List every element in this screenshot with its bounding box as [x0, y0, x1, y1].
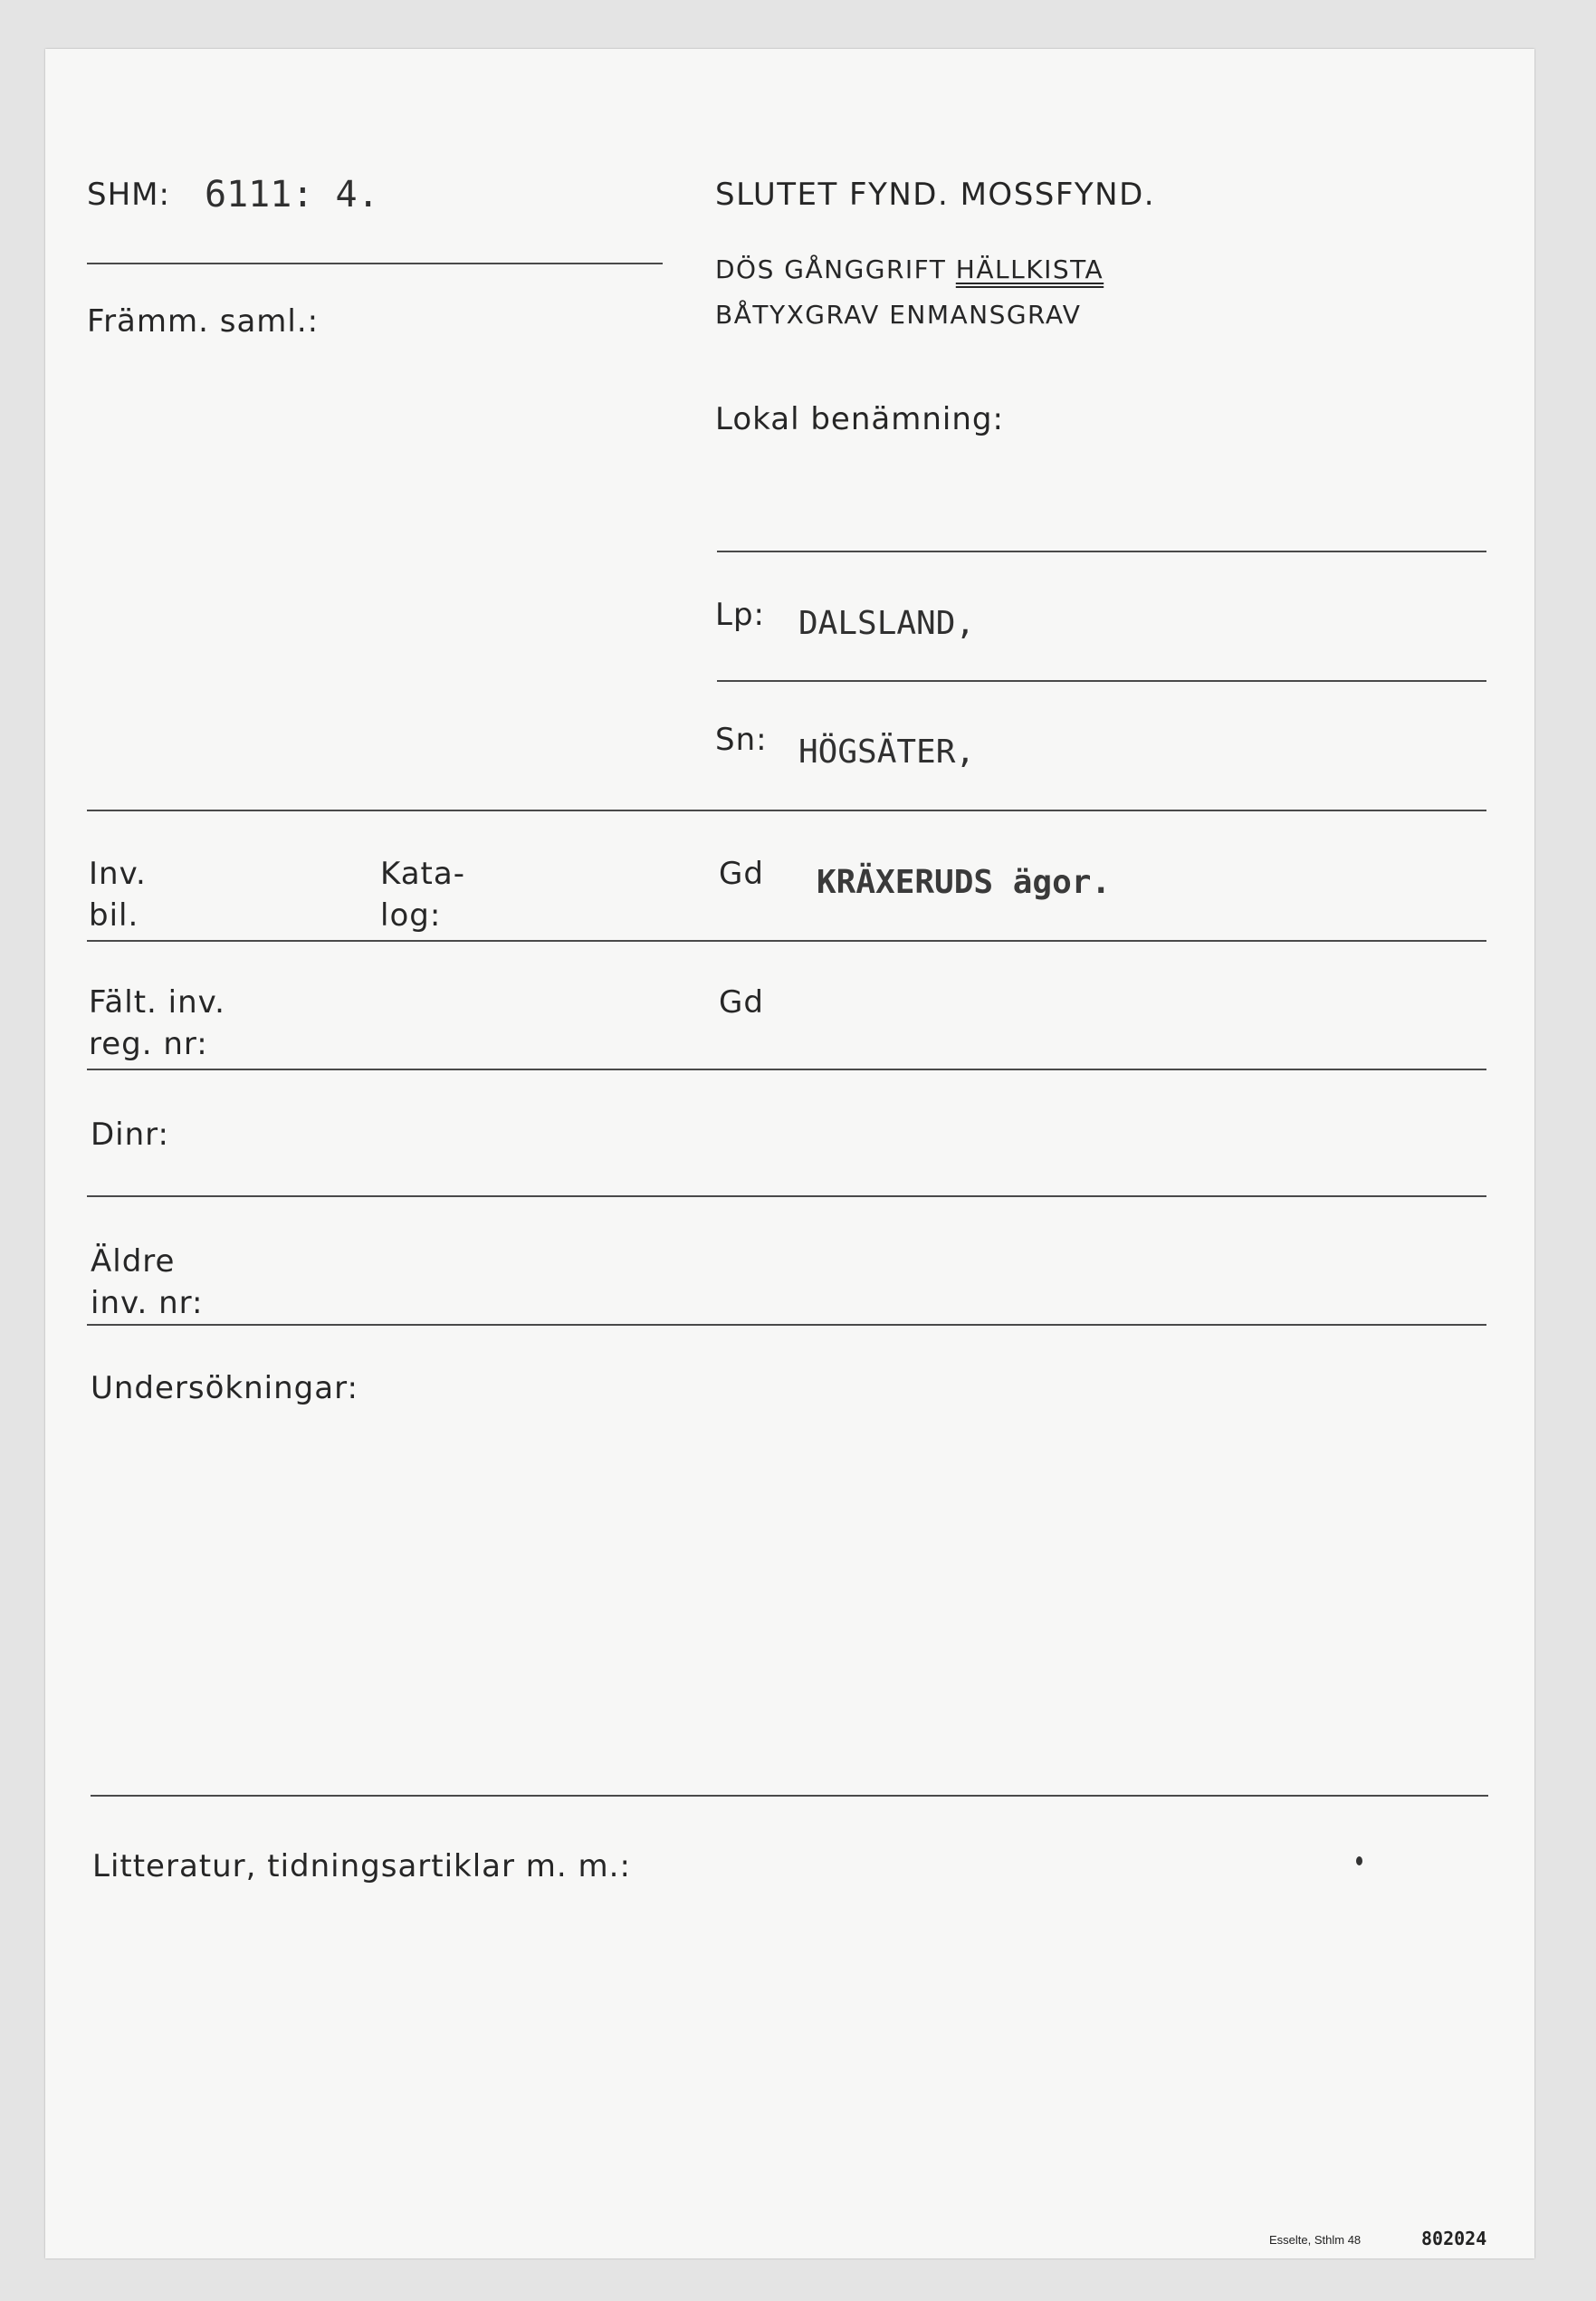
divider-falt — [87, 1069, 1486, 1070]
aldre-label-line1: Äldre — [91, 1243, 176, 1280]
find-type-line3: BÅTYXGRAV ENMANSGRAV — [715, 300, 1082, 330]
lokal-benamning-label: Lokal benämning: — [715, 401, 1004, 437]
inv-label-line1: Inv. — [89, 856, 147, 892]
sn-value: HÖGSÄTER, — [798, 733, 976, 771]
sn-label: Sn: — [715, 722, 768, 758]
litteratur-label: Litteratur, tidningsartiklar m. m.: — [92, 1848, 631, 1884]
lp-value: DALSLAND, — [798, 605, 976, 642]
aldre-label-line2: inv. nr: — [91, 1285, 204, 1321]
divider-lp — [717, 680, 1486, 682]
dinr-label: Dinr: — [91, 1117, 170, 1153]
ink-speck — [1356, 1856, 1362, 1865]
gd-label-1: Gd — [719, 856, 764, 892]
divider-lokal — [717, 551, 1486, 552]
divider-shm — [87, 263, 663, 264]
divider-main — [87, 810, 1486, 811]
falt-inv-label-line2: reg. nr: — [89, 1026, 208, 1062]
divider-undersokningar — [91, 1795, 1488, 1797]
shm-label: SHM: — [87, 177, 170, 213]
gd-label-2: Gd — [719, 984, 764, 1021]
inv-label-line2: bil. — [89, 897, 139, 934]
catalog-card — [45, 49, 1534, 2258]
divider-aldre — [87, 1324, 1486, 1326]
katalog-label-line2: log: — [380, 897, 442, 934]
find-type-hallkista: HÄLLKISTA — [955, 254, 1104, 284]
divider-inv — [87, 940, 1486, 942]
undersokningar-label: Undersökningar: — [91, 1370, 358, 1406]
find-type-dos-ganggrift: DÖS GÅNGGRIFT — [715, 254, 956, 284]
divider-dinr — [87, 1195, 1486, 1197]
printer-imprint: Esselte, Sthlm 48 — [1269, 2233, 1362, 2247]
lp-label: Lp: — [715, 597, 765, 633]
card-serial-number: 802024 — [1421, 2228, 1487, 2249]
find-type-line2 — [715, 254, 1104, 285]
falt-inv-label-line1: Fält. inv. — [89, 984, 225, 1021]
gd-value-1: KRÄXERUDS ägor. — [817, 864, 1112, 901]
shm-value: 6111: 4. — [205, 174, 379, 216]
katalog-label-line1: Kata- — [380, 856, 465, 892]
find-type-line1: SLUTET FYND. MOSSFYND. — [715, 177, 1156, 213]
frammande-samling-label: Främm. saml.: — [87, 303, 320, 340]
